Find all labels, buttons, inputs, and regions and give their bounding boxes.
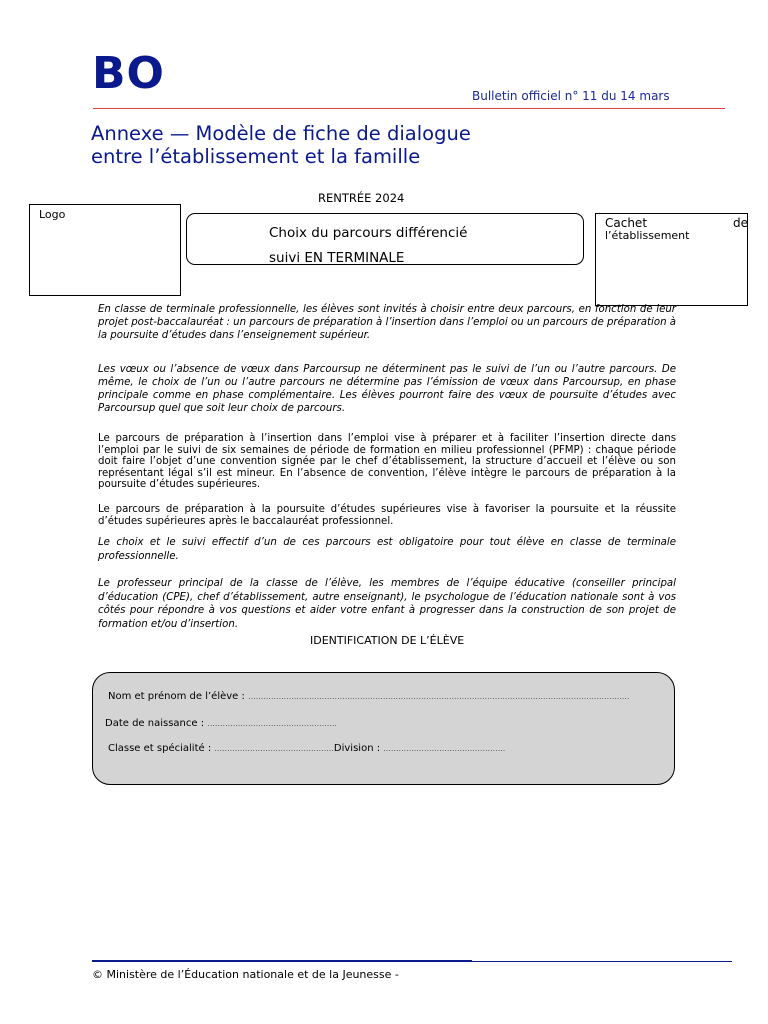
page-title — [91, 122, 471, 168]
bo-logo: BO — [92, 48, 165, 99]
choice-title-line-1: Choix du parcours différencié — [269, 225, 468, 241]
cachet-word: Cachet — [605, 216, 648, 230]
logo-placeholder-box — [29, 204, 181, 296]
identification-heading: IDENTIFICATION DE L’ÉLÈVE — [310, 634, 465, 647]
header-divider — [93, 108, 725, 109]
cachet-label-line-1 — [605, 216, 748, 230]
paragraph-accompaniment: Le professeur principal de la classe de l’élève, les membres de l’équipe éducative (conseiller principal d’éducation (CPE), chef d’établissement, autre enseignant), le psychologue de l’éducation nationale sont à vos côtés pour répondre à vos questions et aider votre enfant à progresser dans la construction de son projet de formation et/ou d’insertion. — [98, 578, 676, 630]
logo-label: Logo — [39, 208, 66, 221]
class-label: Classe et spécialité : — [108, 743, 212, 754]
division-dotted-line[interactable]: ................................................ — [383, 744, 506, 753]
name-label: Nom et prénom de l’élève : — [108, 691, 245, 702]
name-field[interactable] — [108, 691, 630, 702]
birthdate-label: Date de naissance : — [105, 718, 205, 729]
title-line-1: Annexe — Modèle de fiche de dialogue — [91, 122, 471, 145]
division-label: Division : — [333, 743, 381, 754]
rentree-label: RENTRÉE 2024 — [318, 191, 405, 205]
paragraph-insertion: Le parcours de préparation à l’insertion dans l’emploi vise à préparer et à faciliter l’insertion directe dans l’emploi par le suivi de six semaines de période de formation en milieu professionnel (PFMP) : chaque période doit faire l’objet d’une convention signée par le chef d’établissement, la structure d’accueil et l’élève ou son représentant légal s’il est mineur. En l’absence de convention, l’élève intègre le parcours de préparation à la poursuite d’études supérieures. — [98, 433, 676, 490]
choice-title-line-2: suivi EN TERMINALE — [269, 250, 405, 266]
birthdate-dotted-line[interactable]: ................................................... — [207, 719, 337, 728]
class-field[interactable] — [108, 743, 505, 754]
paragraph-parcoursup: Les vœux ou l’absence de vœux dans Parcoursup ne déterminent pas le suivi de l’un ou l’autre parcours. De même, le choix de l’un ou l’autre parcours ne détermine pas l’émission de vœux dans Parcoursup, en phase principale comme en phase complémentaire. Les élèves pourront faire des vœux de poursuite d’études avec Parcoursup quel que soit leur choix de parcours. — [98, 364, 676, 414]
birthdate-field[interactable] — [105, 718, 337, 729]
footer-divider-thin — [472, 961, 732, 962]
paragraph-intro: En classe de terminale professionnelle, les élèves sont invités à choisir entre deux parcours, en fonction de leur projet post-baccalauréat : un parcours de préparation à l’insertion dans l’emploi ou un parcours de préparation à la poursuite d’études dans l’enseignement supérieur. — [98, 304, 677, 341]
cachet-label-line-2: l’établissement — [605, 229, 690, 242]
footer-divider-bold — [92, 960, 472, 962]
paragraph-poursuite: Le parcours de préparation à la poursuite d’études supérieures vise à favoriser la poursuite et la réussite d’études supérieures après le baccalauréat professionnel. — [98, 504, 676, 527]
title-line-2: entre l’établissement et la famille — [91, 145, 421, 168]
paragraph-obligation: Le choix et le suivi effectif d’un de ces parcours est obligatoire pour tout élève en classe de terminale professionnelle. — [98, 537, 676, 562]
cachet-de-word: de — [733, 216, 748, 230]
bulletin-reference: Bulletin officiel n° 11 du 14 mars — [472, 89, 670, 103]
class-dotted-line[interactable]: ............................................... — [214, 744, 334, 753]
name-dotted-line[interactable]: ...................................................................................................................................................... — [248, 692, 630, 701]
footer-copyright: © Ministère de l’Éducation nationale et de la Jeunesse - — [92, 968, 399, 981]
